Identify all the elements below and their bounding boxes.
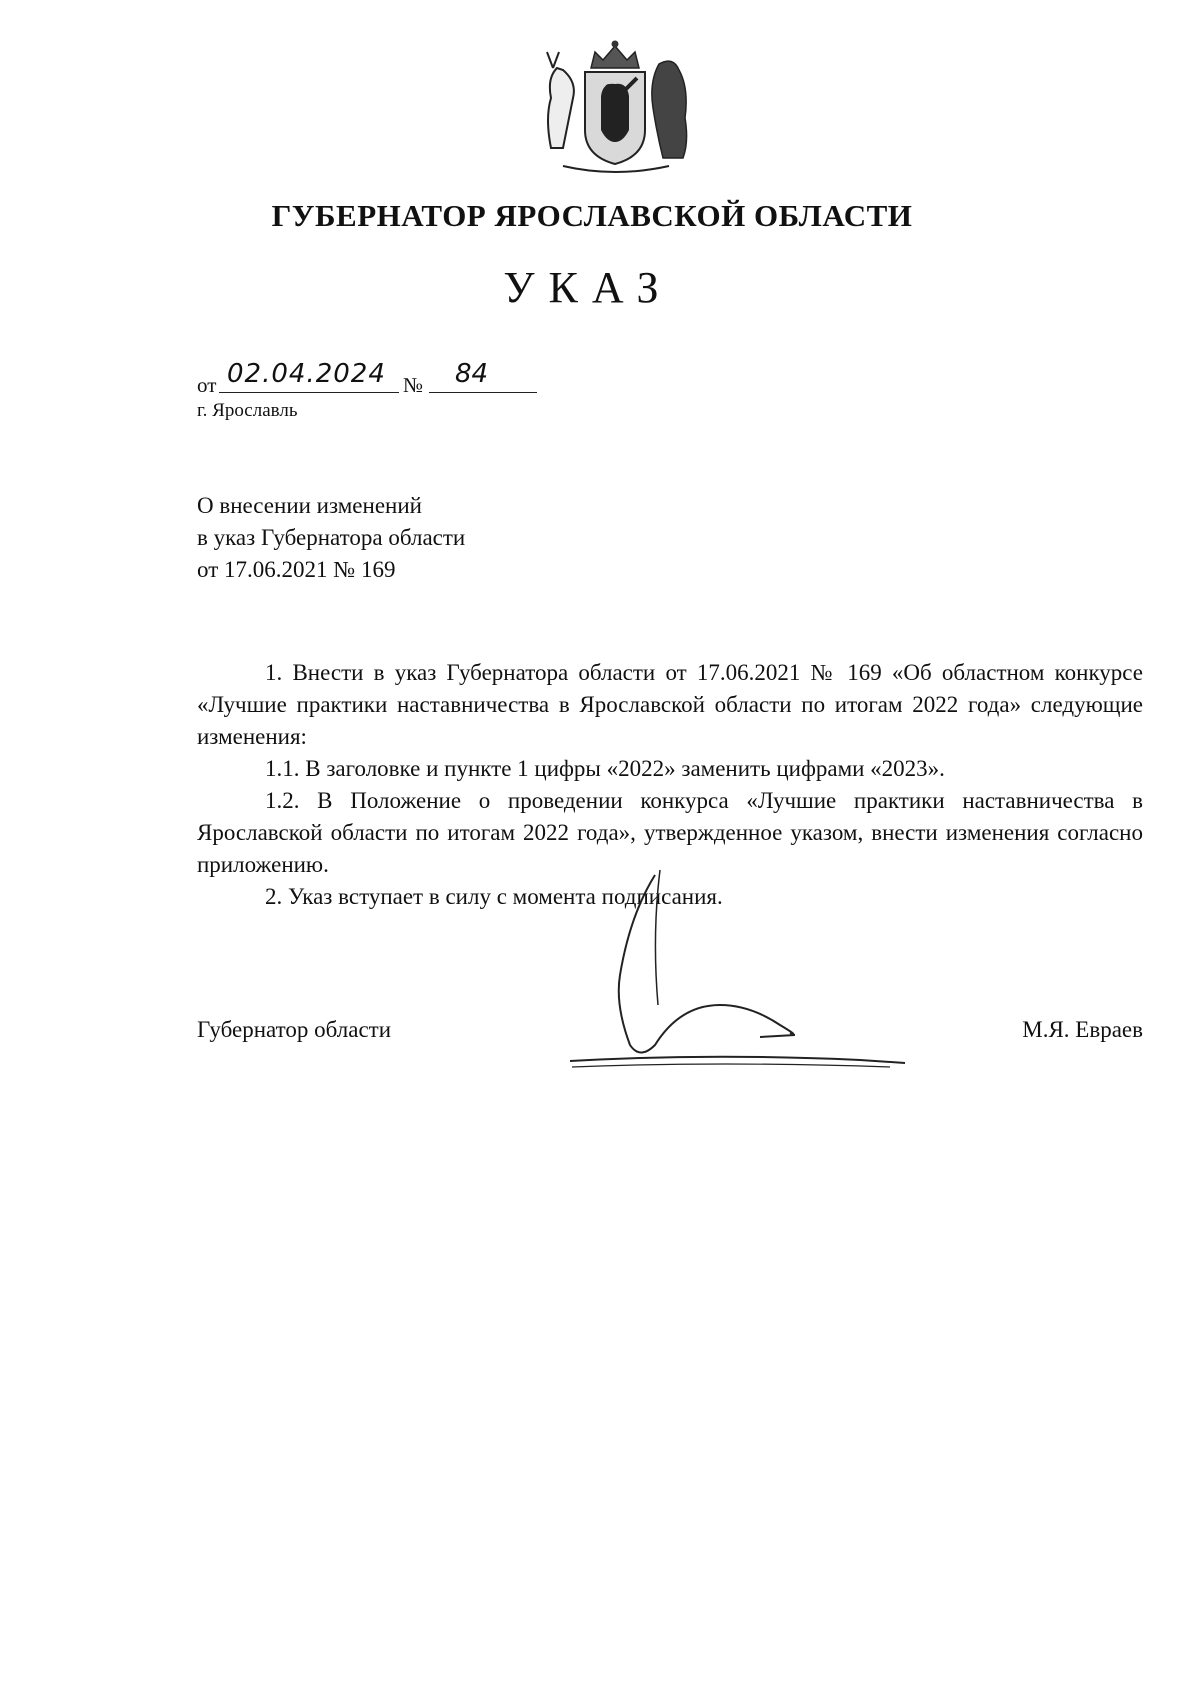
date-underline <box>219 392 399 393</box>
city-of-issue: г. Ярославль <box>197 400 298 421</box>
handwritten-number: 84 <box>455 359 489 389</box>
subject-line: от 17.06.2021 № 169 <box>197 557 396 582</box>
clause-1-1: 1.1. В заголовке и пункте 1 цифры «2022» заменить цифрами «2023». <box>265 756 945 781</box>
clause-1-2: 1.2. В Положение о проведении конкурса «Лучшие практики наставничества в Ярославской области по итогам 2022 года», утвержденное указом, внести изменения согласно приложению. <box>197 788 1143 877</box>
date-prefix: от <box>197 373 217 397</box>
issuing-authority: ГУБЕРНАТОР ЯРОСЛАВСКОЙ ОБЛАСТИ <box>271 198 913 233</box>
subject-line: в указ Губернатора области <box>197 525 466 550</box>
document-type-title: УКАЗ <box>503 263 673 312</box>
document-subject <box>197 490 465 586</box>
clause-2: 2. Указ вступает в силу с момента подписания. <box>265 884 723 909</box>
coat-of-arms-icon <box>533 38 698 178</box>
signatory-title: Губернатор области <box>197 1017 392 1042</box>
subject-line: О внесении изменений <box>197 493 422 518</box>
handwritten-date: 02.04.2024 <box>227 359 386 389</box>
number-label: № <box>403 373 424 397</box>
handwritten-signature-icon <box>560 855 930 1075</box>
number-underline <box>429 392 537 393</box>
clause-1: 1. Внести в указ Губернатора области от 17.06.2021 № 169 «Об областном конкурсе «Лучшие практики наставничества в Ярославской области по итогам 2022 года» следующие изменения: <box>197 660 1143 749</box>
signatory-name: М.Я. Евраев <box>1022 1017 1143 1042</box>
